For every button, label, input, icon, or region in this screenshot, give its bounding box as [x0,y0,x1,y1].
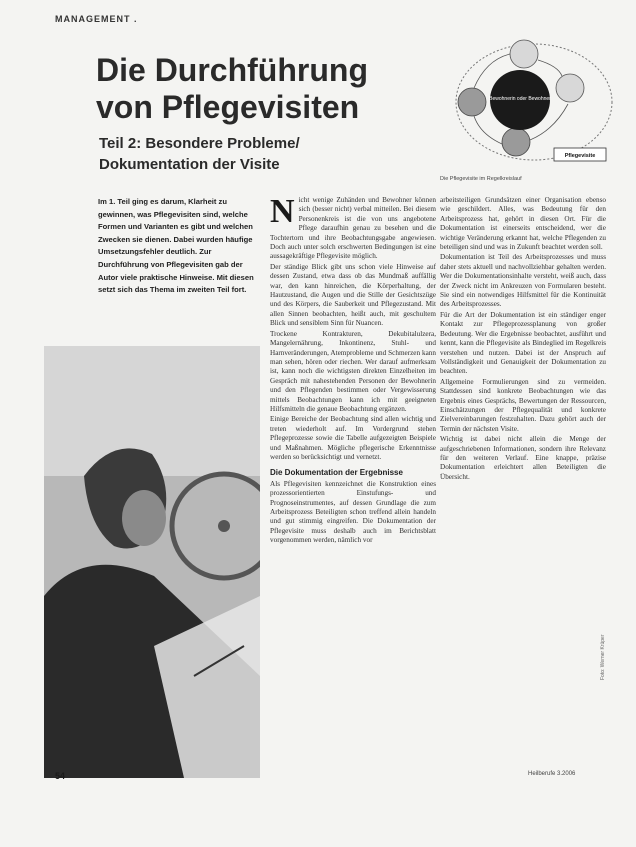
drop-cap: N [270,196,295,230]
intro-teaser: Im 1. Teil ging es darum, Klarheit zu gewinnen, was Pflegevisiten sind, welche Formen und Varianten es gibt und welchen Zwecken sie dienen. Dabei wurden häufige Umsetzungsfehler deutlich. Zur Durchführung von Pflegevisiten gab der Autor viele praktische Hinweise. Mit diesen setzt sich das Thema im zweiten Teil fort. [98,197,254,295]
paragraph: Der ständige Blick gibt uns schon viele Hinweise auf dessen Zustand, etwa dass ob das Mundmaß auffällig war, den kann hinreichen, die Körperhaltung, der Hautzustand, die Augen und die Stille der Gesichtszüge und des Körpers, die Sauberkeit und Pflegezustand. Mit allen Sinnen beobachten, heißt auch, mit geschultem Blick und sensiblem Sinn für Nuancen. [270,262,436,328]
care-cycle-diagram [442,30,618,170]
paragraph: Als Pflegevisiten kennzeichnet die Konstruktion eines prozessorientierten Einstufungs- und Prognoseinstrumentes, auf dessen Grundlage die zum Arbeitsprozess Beteiligten schon treffend allein handeln und gut stimmig eingreifen. Die Dokumentation der Pflegevisite muss deshalb auch im Berichtsblatt vorgenommen werden, nämlich vor [270,479,436,545]
cycle-node-left [458,88,486,116]
paragraph: Trockene Kontrakturen, Dekubitalulzera, Mangelernährung, Inkontinenz, Stuhl- und Harnveränderungen, Atemprobleme und Schmerzen kann man sehen, hören oder riechen. Wer darauf aufmerksam ist, kann noch die wichtigsten direkten Einzelheiten im Gespräch mit nahestehenden Personen der Bewohnerin und den Pflegenden bestimmen oder Vergewisserung mittels Beobachtungen kann ich mit geeigneten Hilfsmitteln die genaue Beobachtung ergänzen. [270,329,436,413]
section-label: MANAGEMENT . [55,14,138,24]
title-line-1: Die Durchführung [96,52,368,88]
cycle-node-right [556,74,584,102]
cycle-node-bottom [502,128,530,156]
subtitle-line-1: Teil 2: Besondere Probleme/ [99,135,300,152]
article-title [96,52,446,126]
section-heading: Die Dokumentation der Ergebnisse [270,468,403,478]
paragraph: arbeitsteiligen Grundsätzen einer Organisation ebenso wie geschildert. Alles, was Bedeutung für den Arbeitsprozess hat, gehört in diesen Ort. Für die Dokumentation ist einerseits entscheidend, wer die wichtige Veränderung erkannt hat, welche Pflegenden zu beteiligen sind und was in Zukunft beachtet werden soll. [440,196,606,252]
paragraph [270,196,436,262]
person-face [122,490,166,546]
article-column-2 [440,196,606,751]
paragraph: Allgemeine Formulierungen sind zu vermeiden. Stattdessen sind konkrete Beobachtungen wie das Ergebnis eines Gesprächs, Bewertungen der Ressourcen, Einschätzungen der Pflegequalität und konkrete Zielvereinbarungen festzuhalten. Dazu gehört auch der Termin der nächsten Visite. [440,377,606,433]
article-photo [44,346,260,778]
figure-caption: Die Pflegevisite im Regelkreislauf [440,176,522,182]
paragraph: Einige Bereiche der Beobachtung sind allen wichtig und treten wiederholt auf. Im Vordergrund stehen Pflegeprozesse sowie die Tabelle aufgezeigten Beispiele und Maßnahmen. Mögliche pflegerische Erkenntnisse werden so berücksichtigt und vernetzt. [270,415,436,461]
cycle-node-top [510,40,538,68]
paragraph: Wichtig ist dabei nicht allein die Menge der aufgeschriebenen Informationen, sondern ihre Relevanz für den weiteren Verlauf. Eine knappe, präzise Dokumentation erleichtert allen Beteiligten die Übersicht. [440,435,606,481]
title-line-2: von Pflegevisiten [96,89,360,125]
pflegevisite-box-label: Pflegevisite [564,153,596,159]
care-cycle-svg [442,30,618,170]
journal-issue: Heilberufe 3.2006 [528,771,576,777]
photo-illustration [44,346,260,778]
article-subtitle [99,133,439,175]
paragraph: Dokumentation ist Teil des Arbeitsprozesses und muss daher stets aktuell und nachvollziehbar gehalten werden. Wer die Dokumentationsinhalte versteht, weiß auch, dass der Zweck nicht im Ankreuzen von Formularen besteht. Sie sind ein notwendiges Hilfsmittel für die Kontinuität des Arbeitsprozesses. [440,253,606,309]
cycle-arrow-3 [474,116,502,144]
page-number: 54 [55,771,66,781]
subtitle-line-2: Dokumentation der Visite [99,156,280,173]
wheelchair-hub [218,520,230,532]
paragraph-text: icht wenige Zuhänden und Bewohner können sich (besser nicht) verbal mitteilen. Bei diesem Personenkreis ist die von uns angebotene Pflege daraufhin genau zu besehen und die Tochtertorn und ihre Beobachtungsgabe angewiesen. Doch auch unter solch erschwerten Bedingungen ist eine aussagekräftige Pflegevisite möglich. [270,196,436,261]
article-column-1 [270,196,436,796]
paragraph: Für die Art der Dokumentation ist ein ständiger enger Kontakt zur Pflegeprozessplanung von großer Bedeutung. Wer die Ergebnisse beobachtet, ausführt und kennt, kann die Pflegevisite als Bindeglied im Regelkreis verstehen und nutzen. Dabei ist der Anspruch auf Vollständigkeit und Genauigkeit der Dokumentation zu beachten. [440,310,606,376]
center-node-label: Bewohnerin oder Bewohner [489,96,551,102]
photo-credit: Foto: Werner Krüper [600,634,606,680]
cycle-arrow-1 [538,60,562,76]
